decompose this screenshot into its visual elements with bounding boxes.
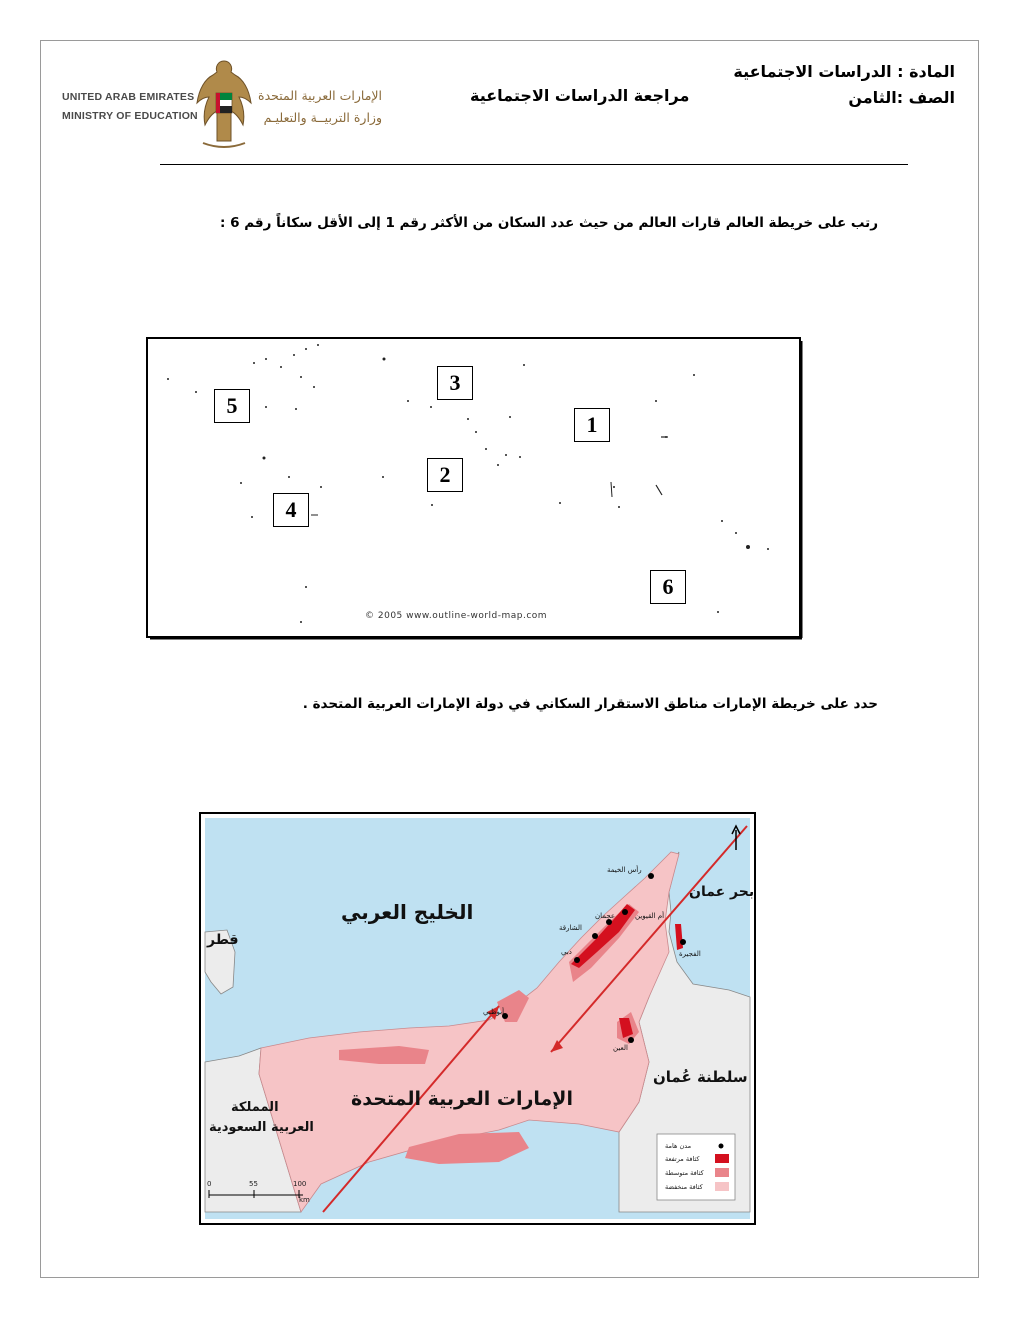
city-ajman: عجمان — [595, 912, 616, 920]
continent-box-5[interactable]: 5 — [214, 389, 250, 423]
continent-box-1[interactable]: 1 — [574, 408, 610, 442]
scale-55: 55 — [249, 1180, 258, 1188]
subject-line: المادة : الدراسات الاجتماعية — [733, 62, 955, 81]
city-sharjah: الشارقة — [559, 924, 582, 932]
scale-unit: km — [299, 1196, 310, 1204]
city-rak: رأس الخيمة — [607, 866, 642, 874]
ministry-logo — [58, 55, 388, 155]
logo-english-text — [62, 88, 198, 126]
falcon-emblem-icon — [191, 55, 257, 155]
continent-box-2[interactable]: 2 — [427, 458, 463, 492]
label-oman-sea: بحر عمان — [689, 884, 755, 900]
label-oman: سلطنة عُمان — [653, 1068, 748, 1086]
city-dubai: دبي — [561, 948, 572, 956]
uae-population-map — [199, 812, 756, 1225]
label-saudi-2: العربية السعودية — [209, 1120, 314, 1135]
document-title: مراجعة الدراسات الاجتماعية — [470, 86, 690, 105]
label-uae: الإمارات العربية المتحدة — [351, 1088, 573, 1110]
city-fujairah: الفجيرة — [679, 950, 701, 958]
logo-ar-line2: وزارة التربيــة والتعليـم — [263, 110, 382, 125]
city-abudhabi: أبوظبي — [483, 1008, 505, 1016]
continent-box-3[interactable]: 3 — [437, 366, 473, 400]
uae-map-graphic — [199, 812, 756, 1225]
legend-high: كثافة مرتفعة — [665, 1155, 700, 1163]
continent-box-4[interactable]: 4 — [273, 493, 309, 527]
world-outline-map — [146, 337, 803, 640]
scale-100: 100 — [293, 1180, 307, 1188]
legend-low: كثافة منخفضة — [665, 1183, 703, 1191]
scale-0: 0 — [207, 1180, 212, 1188]
label-arabian-gulf: الخليج العربي — [341, 900, 474, 924]
legend-cities: مدن هامة — [665, 1142, 692, 1150]
logo-en-line1: UNITED ARAB EMIRATES — [62, 91, 195, 103]
logo-ar-line1: الإمارات العربية المتحدة — [258, 88, 382, 103]
logo-en-line2: MINISTRY OF EDUCATION — [62, 110, 198, 122]
label-qatar: قطر — [207, 932, 239, 948]
question-1-text: رتب على خريطة العالم قارات العالم من حيث عدد السكان من الأكثر رقم 1 إلى الأقل سكاناً رقم 6 : — [219, 215, 878, 231]
question-2-text: حدد على خريطة الإمارات مناطق الاستقرار السكاني في دولة الإمارات العربية المتحدة . — [302, 696, 878, 712]
city-alain: العين — [613, 1044, 628, 1052]
continent-box-6[interactable]: 6 — [650, 570, 686, 604]
logo-arabic-text — [258, 85, 382, 129]
label-saudi-1: المملكة — [231, 1100, 279, 1115]
grade-line: الصف :الثامن — [848, 88, 955, 107]
legend-medium: كثافة متوسطة — [665, 1169, 704, 1177]
header-divider — [160, 164, 908, 165]
map-credit: © 2005 www.outline-world-map.com — [365, 611, 548, 621]
city-uaq: أم القيوين — [635, 912, 665, 920]
